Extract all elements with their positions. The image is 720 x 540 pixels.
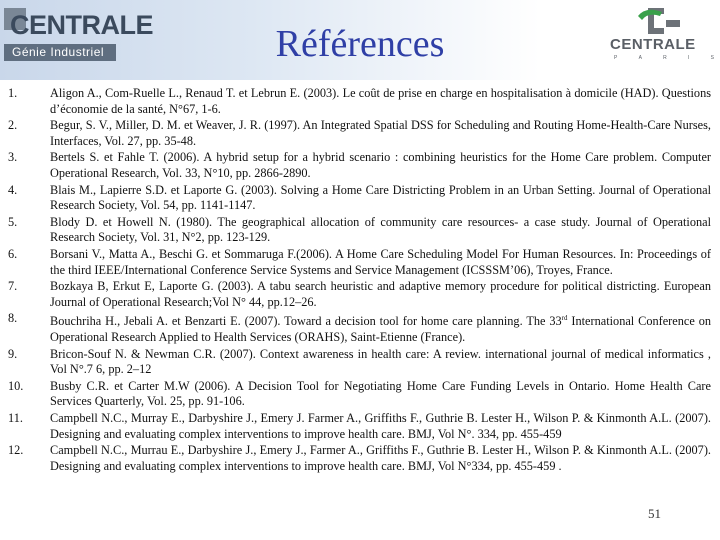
reference-number: 12. [8,443,24,458]
logo-letter: S [710,55,714,61]
logo-letter: P [614,55,618,61]
reference-item [0,86,720,117]
reference-text-part: International Conference on Operational Research Applied to Health Services (ORAHS), Saint-Etienne (France). [50,314,711,344]
reference-number: 9. [8,346,18,361]
page-number: 51 [648,506,661,521]
reference-text-part: Bouchriha H., Jebali A. et Benzarti E. (2007). Toward a decision tool for home care planning. The 33 [50,314,562,329]
reference-item [0,118,720,149]
reference-item [0,183,720,214]
reference-item [0,379,720,410]
reference-text: Aligon A., Com-Ruelle L., Renaud T. et Lebrun E. (2003). Le coût de prise en charge en hospitalisation à domicile (HAD). Questions d’économie de la santé, N°67, 1-6. [50,86,711,116]
logo-letter: R [663,55,667,61]
centrale-paris-emblem-icon [608,4,716,38]
logo-right-letters [614,55,714,61]
reference-text: Blais M., Lapierre S.D. et Laporte G. (2003). Solving a Home Care Districting Problem in an Urban Setting. Journal of Operational Research Society, Vol. 54, pp. 1141-1147. [50,182,711,213]
reference-text: Bozkaya B, Erkut E, Laporte G. (2003). A tabu search heuristic and adaptive memory procedure for political districting. European Journal of Operational Research;Vol N° 44, pp.12–26. [50,279,711,309]
logo-left-name: CENTRALE [10,10,153,40]
reference-number: 2. [8,118,18,133]
reference-text: Campbell N.C., Murrau E., Darbyshire J., Emery J., Farmer A., Griffiths F., Guthrie B. Lester H., Wilson P. & Kinmonth A.L. (2007). Designing and evaluating complex interventions to improve health care. BMJ, Vol N°334, pp. 455-459 . [50,443,711,473]
reference-item [0,443,720,474]
slide-title: Références [275,23,445,65]
reference-text: Bertels S. et Fahle T. (2006). A hybrid setup for a hybrid scenario : combining heuristics for the Home Care problem. Computer Operational Research, Vol. 33, N°10, pp. 2866-2890. [50,150,711,180]
reference-item [0,311,720,345]
logo-left-subtitle: Génie Industriel [12,45,105,59]
reference-item [0,215,720,246]
reference-number: 7. [8,279,18,294]
reference-number: 3. [8,150,18,165]
reference-text: Busby C.R. et Carter M.W (2006). A Decision Tool for Negotiating Home Care Funding Levels in Ontario. Home Health Care Services Quarterly, Vol. 25, pp. 91-106. [50,378,711,409]
reference-number: 5. [8,214,18,229]
reference-item [0,279,720,310]
reference-text: Bricon-Souf N. & Newman C.R. (2007). Context awareness in health care: A review. international journal of medical informatics , Vol N°.7 6, pp. 2–12 [50,346,711,377]
logo-right-name: CENTRALE [610,36,696,53]
reference-number: 8. [8,311,18,326]
logo-letter: A [638,55,642,61]
reference-superscript: rd [561,314,568,323]
reference-text: Borsani V., Matta A., Beschi G. et Sommaruga F.(2006). A Home Care Scheduling Model For Human Resources. In: Proceedings of the third IEEE/International Conference Service Systems and Service Management (ICSSSM’06), Troyes, France. [50,246,711,277]
logo-letter: I [688,55,690,61]
centrale-paris-logo [608,4,716,66]
reference-list [0,86,720,475]
reference-item [0,347,720,378]
reference-item [0,247,720,278]
reference-text: Blody D. et Howell N. (1980). The geographical allocation of community care resources- a case study. Journal of Operational Research Society, Vol. 31, N°2, pp. 123-129. [50,214,711,245]
reference-number: 4. [8,182,18,197]
reference-number: 6. [8,246,18,261]
reference-number: 10. [8,378,24,393]
reference-number: 11. [8,410,23,425]
reference-text [50,311,711,345]
slide-header [0,0,720,80]
reference-item [0,411,720,442]
reference-text: Campbell N.C., Murray E., Darbyshire J., Emery J. Farmer A., Griffiths F., Guthrie B. Lester H., Wilson P. & Kinmonth A.L. (2007). Designing and evaluating complex interventions to improve health care. BMJ, Vol N°. 334, pp. 455-459 [50,410,711,441]
reference-number: 1. [8,86,18,100]
reference-item [0,150,720,181]
reference-text: Begur, S. V., Miller, D. M. et Weaver, J. R. (1997). An Integrated Spatial DSS for Scheduling and Routing Home-Health-Care Nurses, Interfaces, Vol. 27, pp. 35-48. [50,118,711,148]
